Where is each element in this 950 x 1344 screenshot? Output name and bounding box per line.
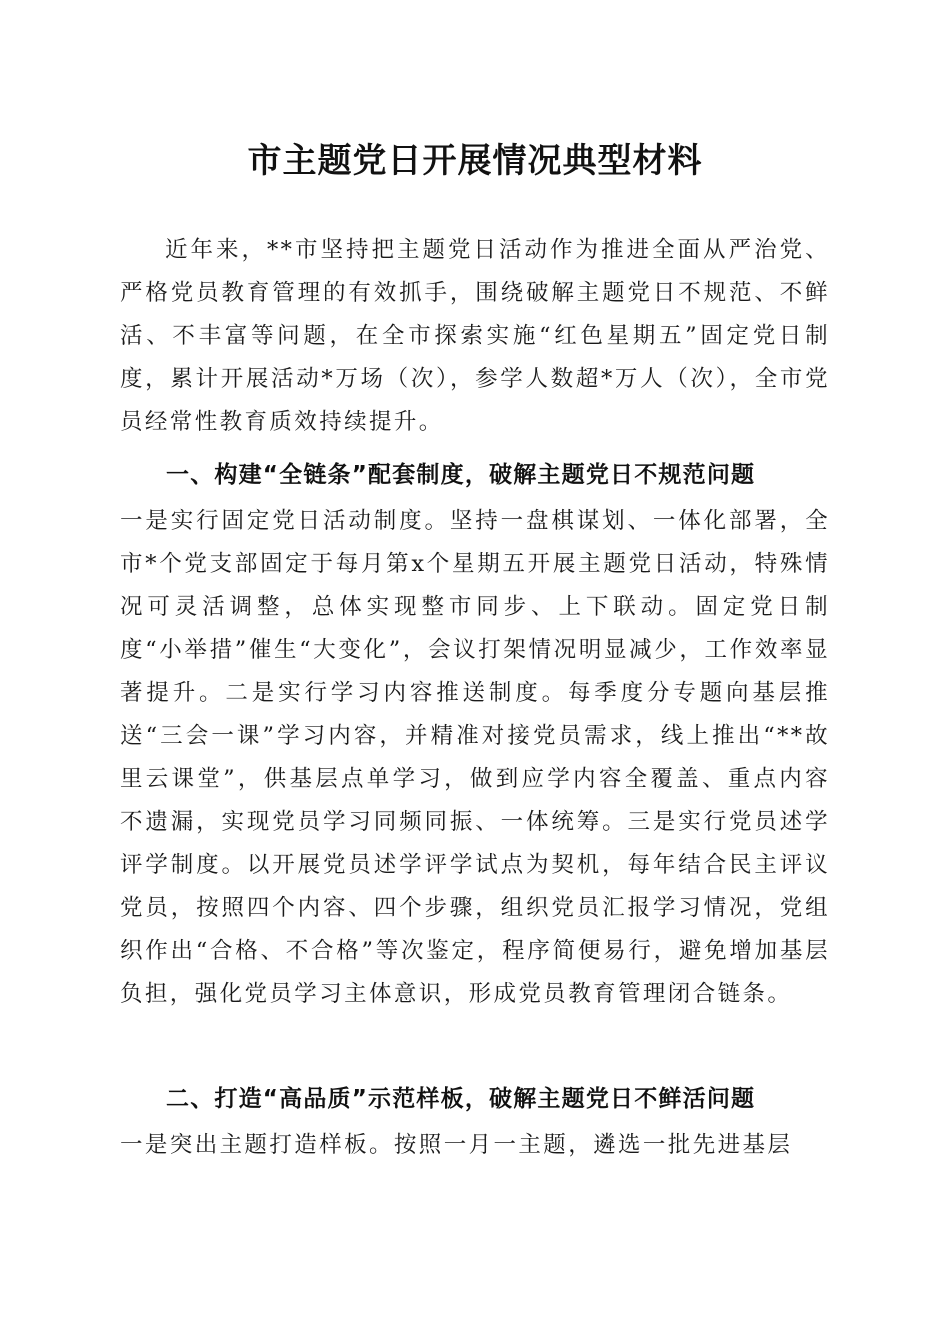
document-title: 市主题党日开展情况典型材料 [247,141,703,181]
section-heading-1: 一、构建“全链条”配套制度，破解主题党日不规范问题 [166,462,756,488]
section-body-1: 一是实行固定党日活动制度。坚持一盘棋谋划、一体化部署，全市*个党支部固定于每月第x个星期五开展主题党日活动，特殊情况可灵活调整，总体实现整市同步、上下联动。固定党日制度“小举措”催生“大变化”，会议打架情况明显减少，工作效率显著提升。二是实行学习内容推送制度。每季度分专题向基层推送“三会一课”学习内容，并精准对接党员需求，线上推出“**故里云课堂”，供基层点单学习，做到应学内容全覆盖、重点内容不遗漏，实现党员学习同频同振、一体统筹。三是实行党员述学评学制度。以开展党员述学评学试点为契机，每年结合民主评议党员，按照四个内容、四个步骤，组织党员汇报学习情况，党组织作出“合格、不合格”等次鉴定，程序简便易行，避免增加基层负担，强化党员学习主体意识，形成党员教育管理闭合链条。 [120,508,830,1007]
section-body-block-2 [120,1124,830,1167]
section-body-block-1 [120,500,830,1016]
section-body-2: 一是突出主题打造样板。按照一月一主题，遴选一批先进基层 [120,1132,793,1158]
section-heading-2: 二、打造“高品质”示范样板，破解主题党日不鲜活问题 [166,1086,756,1112]
intro-paragraph-block [120,229,830,444]
intro-paragraph: 近年来，**市坚持把主题党日活动作为推进全面从严治党、严格党员教育管理的有效抓手，围绕破解主题党日不规范、不鲜活、不丰富等问题，在全市探索实施“红色星期五”固定党日制度，累计开展活动*万场（次），参学人数超*万人（次），全市党员经常性教育质效持续提升。 [120,237,830,435]
